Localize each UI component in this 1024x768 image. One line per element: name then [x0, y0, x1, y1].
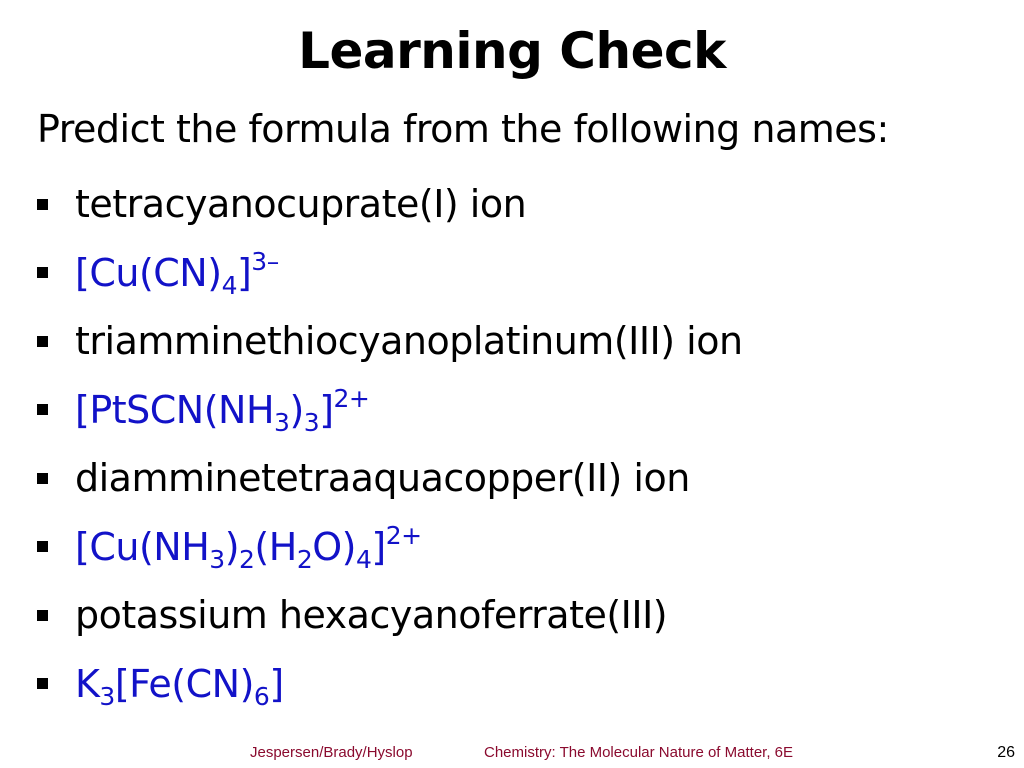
compound-name-text [75, 453, 690, 503]
square-bullet-icon [37, 473, 48, 484]
compound-name-item [37, 170, 743, 239]
slide-intro: Predict the formula from the following names: [37, 107, 889, 151]
slide-title: Learning Check [298, 22, 726, 80]
text-run: [Cu(CN) [75, 250, 222, 295]
square-bullet-icon [37, 610, 48, 621]
formula-text [75, 522, 422, 572]
text-run: potassium hexacyanoferrate(III) [75, 593, 668, 638]
square-bullet-icon [37, 541, 48, 552]
compound-name-item [37, 581, 743, 650]
superscript: 3– [251, 247, 279, 277]
compound-name-text [75, 179, 526, 229]
footer-book-title: Chemistry: The Molecular Nature of Matter, 6E [484, 744, 794, 761]
formula-text [75, 385, 369, 435]
formula-text [75, 659, 284, 709]
subscript: 3 [303, 407, 320, 437]
subscript: 3 [209, 544, 225, 574]
superscript: 2+ [333, 384, 370, 414]
text-run: O) [312, 524, 356, 569]
subscript: 3 [99, 681, 115, 711]
subscript: 2 [239, 544, 255, 574]
text-run: tetracyanocuprate(I) ion [75, 182, 527, 227]
superscript: 2+ [385, 521, 422, 551]
formula-text [75, 248, 279, 298]
formula-answer-item [37, 513, 743, 582]
text-run: [Fe(CN) [114, 661, 254, 706]
text-run: (H [254, 524, 297, 569]
text-run: [Cu(NH [75, 524, 210, 569]
subscript: 2 [296, 544, 313, 574]
formula-answer-item [37, 239, 743, 308]
text-run: ] [236, 250, 252, 295]
text-run: ] [269, 661, 284, 706]
text-run: ) [289, 387, 304, 432]
page-number: 26 [997, 744, 1015, 761]
subscript: 4 [221, 270, 237, 300]
compound-name-text [75, 316, 743, 366]
compound-name-item [37, 444, 743, 513]
square-bullet-icon [37, 267, 48, 278]
text-run: [PtSCN(NH [75, 387, 275, 432]
text-run: ) [224, 524, 240, 569]
subscript: 6 [253, 681, 270, 711]
square-bullet-icon [37, 336, 48, 347]
compound-name-text [75, 590, 667, 640]
text-run: ] [371, 524, 386, 569]
formula-answer-item [37, 650, 743, 719]
square-bullet-icon [37, 678, 48, 689]
subscript: 4 [355, 544, 372, 574]
text-run: diamminetetraaquacopper(II) ion [75, 456, 690, 501]
subscript: 3 [274, 407, 290, 437]
square-bullet-icon [37, 404, 48, 415]
text-run: K [75, 661, 100, 706]
square-bullet-icon [37, 199, 48, 210]
bullet-list [37, 170, 743, 718]
text-run: ] [319, 387, 334, 432]
text-run: triamminethiocyanoplatinum(III) ion [75, 319, 743, 364]
compound-name-item [37, 307, 743, 376]
formula-answer-item [37, 376, 743, 445]
footer-authors: Jespersen/Brady/Hyslop [250, 744, 413, 761]
